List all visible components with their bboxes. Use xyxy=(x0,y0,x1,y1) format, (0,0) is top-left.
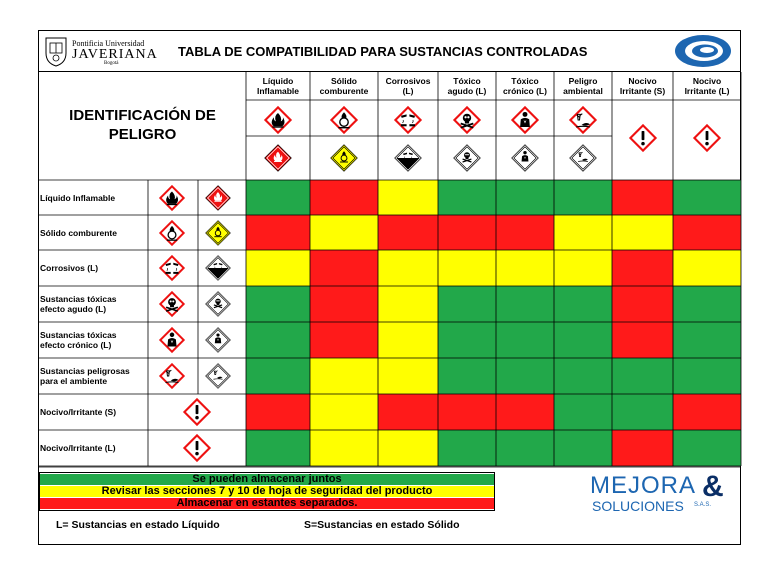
compatibility-cell xyxy=(246,250,310,286)
compatibility-cell xyxy=(673,358,741,394)
flame-icon xyxy=(159,185,185,211)
compatibility-cell xyxy=(246,358,310,394)
column-header-line2: ambiental xyxy=(563,86,603,96)
row-label xyxy=(40,407,148,417)
brand-line2: SOLUCIONES xyxy=(592,498,684,514)
university-line2: JAVERIANA xyxy=(72,47,158,62)
row-label-line2: para el ambiente xyxy=(40,376,108,386)
legend-box xyxy=(39,472,495,511)
oxidizer-icon xyxy=(330,106,358,134)
compatibility-cell xyxy=(673,215,741,250)
compatibility-cell xyxy=(673,394,741,430)
compatibility-cell xyxy=(378,286,438,322)
row-label-line1: Sustancias peligrosas xyxy=(40,366,130,376)
compatibility-cell xyxy=(612,180,673,215)
compatibility-cell xyxy=(438,180,496,215)
column-header-line2: comburente xyxy=(319,86,369,96)
row-label-line1: Sustancias tóxicas xyxy=(40,294,117,304)
row-label xyxy=(40,366,148,386)
identification-line2: PELIGRO xyxy=(108,126,177,143)
column-header-line1: Sólido xyxy=(331,76,357,86)
exclamation-icon xyxy=(183,398,211,426)
compatibility-cell xyxy=(378,215,438,250)
column-header xyxy=(378,76,438,96)
compatibility-cell xyxy=(673,430,741,466)
legend-yellow: Revisar las secciones 7 y 10 de hoja de seguridad del producto xyxy=(40,486,494,497)
column-header xyxy=(496,76,554,96)
row-label-line2: efecto agudo (L) xyxy=(40,304,107,314)
compatibility-cell xyxy=(554,250,612,286)
compatibility-cell xyxy=(554,286,612,322)
compatibility-cell xyxy=(496,180,554,215)
skull-icon-un xyxy=(205,291,231,317)
legend-green: Se pueden almacenar juntos xyxy=(40,474,494,485)
column-header-line1: Nocivo xyxy=(692,76,722,86)
row-label xyxy=(40,330,148,350)
compatibility-cell xyxy=(246,430,310,466)
compatibility-cell xyxy=(310,358,378,394)
compatibility-cell xyxy=(612,358,673,394)
environment-icon xyxy=(159,363,185,389)
compatibility-cell xyxy=(378,394,438,430)
oxidizer-icon xyxy=(159,220,185,246)
column-header-line2: (L) xyxy=(402,86,414,96)
row-label-line1: Corrosivos (L) xyxy=(40,263,99,273)
compatibility-cell xyxy=(673,286,741,322)
compatibility-cell xyxy=(438,322,496,358)
column-header xyxy=(246,76,310,96)
compatibility-cell xyxy=(612,286,673,322)
column-header-line1: Corrosivos xyxy=(385,76,431,86)
compatibility-cell xyxy=(496,358,554,394)
column-header xyxy=(310,76,378,96)
exclamation-icon xyxy=(693,124,721,152)
exclamation-icon xyxy=(183,434,211,462)
row-label xyxy=(40,263,148,273)
brand-suffix: S.A.S. xyxy=(694,502,712,508)
compatibility-cell xyxy=(310,250,378,286)
compatibility-cell xyxy=(496,394,554,430)
compatibility-cell xyxy=(554,215,612,250)
compatibility-cell xyxy=(378,180,438,215)
column-header-line1: Peligro xyxy=(568,76,598,86)
column-header xyxy=(673,76,741,96)
identification-line1: IDENTIFICACIÓN DE xyxy=(69,107,216,124)
university-crest-icon xyxy=(44,35,68,67)
corrosive-icon-un xyxy=(394,144,422,172)
column-header xyxy=(612,76,673,96)
compatibility-cell xyxy=(612,322,673,358)
compatibility-cell xyxy=(554,358,612,394)
corrosive-icon xyxy=(394,106,422,134)
compatibility-cell xyxy=(438,394,496,430)
corrosive-icon-un xyxy=(205,255,231,281)
row-label-line1: Sólido comburente xyxy=(40,227,117,238)
compatibility-cell xyxy=(673,322,741,358)
compatibility-cell xyxy=(378,358,438,394)
health-hazard-icon xyxy=(511,106,539,134)
compatibility-cell xyxy=(438,430,496,466)
skull-icon-un xyxy=(453,144,481,172)
page-title: TABLA DE COMPATIBILIDAD PARA SUSTANCIAS CONTROLADAS xyxy=(178,44,588,59)
compatibility-cell xyxy=(310,394,378,430)
flame-icon-un xyxy=(264,144,292,172)
oxidizer-icon-un xyxy=(205,220,231,246)
column-header-line1: Líquido xyxy=(262,76,294,86)
compatibility-cell xyxy=(554,322,612,358)
compatibility-cell xyxy=(612,430,673,466)
compatibility-cell xyxy=(496,322,554,358)
university-line3: Bogotá xyxy=(104,61,119,66)
column-header xyxy=(554,76,612,96)
column-header-line1: Nocivo xyxy=(628,76,657,86)
compatibility-cell xyxy=(246,322,310,358)
row-label xyxy=(40,294,148,314)
compatibility-cell xyxy=(310,180,378,215)
row-label-line1: Líquido Inflamable xyxy=(40,192,116,203)
compatibility-cell xyxy=(246,215,310,250)
compatibility-cell xyxy=(496,430,554,466)
environment-icon-un xyxy=(569,144,597,172)
column-header-line1: Tóxico xyxy=(453,76,481,86)
hazard-identification-title xyxy=(40,106,245,144)
compatibility-cell xyxy=(673,180,741,215)
compatibility-cell xyxy=(310,286,378,322)
flame-icon-un xyxy=(205,185,231,211)
compatibility-cell xyxy=(378,430,438,466)
brand-line1: MEJORA xyxy=(590,472,697,499)
compatibility-cell xyxy=(554,430,612,466)
column-header-line2: Inflamable xyxy=(256,86,300,96)
corrosive-icon xyxy=(159,255,185,281)
legend-red: Almacenar en estantes separados. xyxy=(40,498,494,509)
compatibility-cell xyxy=(496,250,554,286)
row-label xyxy=(40,443,148,453)
flame-icon xyxy=(264,106,292,134)
column-header-line2: agudo (L) xyxy=(447,86,487,96)
health-hazard-icon-un xyxy=(511,144,539,172)
university-logo xyxy=(44,35,164,67)
compatibility-cell xyxy=(438,215,496,250)
health-hazard-icon-un xyxy=(205,327,231,353)
environment-icon-un xyxy=(205,363,231,389)
compatibility-cell xyxy=(673,250,741,286)
compatibility-cell xyxy=(612,394,673,430)
compatibility-cell xyxy=(310,430,378,466)
oxidizer-icon-un xyxy=(330,144,358,172)
row-label xyxy=(40,193,148,203)
brand-ampersand: & xyxy=(702,470,724,503)
footnote-liquid: L= Sustancias en estado Líquido xyxy=(56,519,220,531)
skull-icon xyxy=(453,106,481,134)
compatibility-cell xyxy=(612,215,673,250)
row-label-line2: efecto crónico (L) xyxy=(40,340,112,350)
column-header-line1: Tóxico xyxy=(511,76,539,86)
compatibility-cell xyxy=(438,286,496,322)
swirl-logo-icon xyxy=(672,32,734,70)
compatibility-cell xyxy=(378,250,438,286)
column-header xyxy=(438,76,496,96)
health-hazard-icon xyxy=(159,327,185,353)
column-header-line2: Irritante (S) xyxy=(619,86,666,96)
compatibility-cell xyxy=(310,322,378,358)
row-label-line1: Nocivo/Irritante (S) xyxy=(40,407,117,417)
university-line1: Pontificia Universidad xyxy=(72,39,145,48)
column-header-line2: Irritante (L) xyxy=(684,86,730,96)
compatibility-cell xyxy=(246,394,310,430)
compatibility-cell xyxy=(496,215,554,250)
compatibility-cell xyxy=(554,180,612,215)
compatibility-cell xyxy=(554,394,612,430)
skull-icon xyxy=(159,291,185,317)
compatibility-cell xyxy=(612,250,673,286)
compatibility-cell xyxy=(310,215,378,250)
environment-icon xyxy=(569,106,597,134)
compatibility-cell xyxy=(246,286,310,322)
exclamation-icon xyxy=(629,124,657,152)
column-header-line2: crónico (L) xyxy=(503,86,547,96)
row-label-line1: Nocivo/Irritante (L) xyxy=(40,443,116,453)
brand-logo xyxy=(590,472,730,522)
compatibility-cell xyxy=(438,250,496,286)
compatibility-cell xyxy=(246,180,310,215)
row-label-line1: Sustancias tóxicas xyxy=(40,330,117,340)
compatibility-cell xyxy=(496,286,554,322)
compatibility-cell xyxy=(378,322,438,358)
footnote-solid: S=Sustancias en estado Sólido xyxy=(304,519,460,531)
row-label xyxy=(40,228,148,238)
compatibility-cell xyxy=(438,358,496,394)
